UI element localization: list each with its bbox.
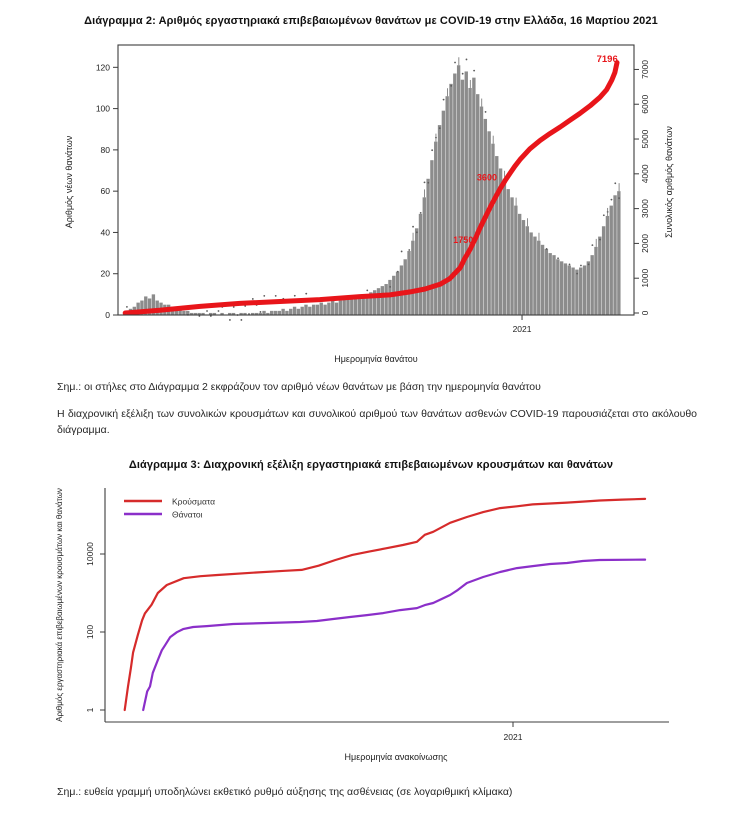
y-right-tick-label: 5000	[640, 129, 650, 149]
body-paragraph-line2: διάγραμμα.	[57, 424, 110, 437]
bar	[476, 94, 479, 315]
value-speck	[420, 212, 422, 214]
value-speck	[557, 257, 559, 259]
y-left-tick-label: 20	[100, 268, 110, 279]
bar	[598, 237, 601, 315]
bar	[362, 296, 365, 315]
x-tick-label: 2021	[512, 324, 532, 334]
value-speck	[580, 265, 582, 267]
diagram2-chart	[50, 36, 702, 374]
bar	[419, 214, 422, 315]
bar	[426, 179, 429, 315]
bar	[381, 286, 384, 315]
y-right-tick-label: 6000	[640, 94, 650, 114]
value-speck	[588, 263, 590, 265]
value-speck	[614, 182, 616, 184]
value-speck	[389, 286, 391, 288]
value-speck	[546, 248, 548, 250]
bars-group	[125, 57, 621, 321]
bar	[549, 253, 552, 315]
y-tick-label: 10000	[85, 542, 95, 566]
bar	[579, 268, 582, 315]
value-speck	[294, 295, 296, 297]
bar	[507, 189, 510, 315]
bar	[182, 311, 185, 315]
value-speck	[240, 319, 242, 321]
bar	[262, 311, 265, 315]
bar	[533, 237, 536, 315]
y-left-axis-title: Αριθμός νέων θανάτων	[64, 135, 74, 229]
value-speck	[416, 231, 418, 233]
body-paragraph-line1: Η διαχρονική εξέλιξη των συνολικών κρουσμάτων και συνολικού αριθμού των θανάτων ασθενών COVID-19 παρουσιάζεται στο ακόλουθο	[57, 408, 697, 420]
cumulative-annotation: 1750	[453, 235, 474, 246]
y-left-tick-label: 40	[100, 227, 110, 238]
bar	[465, 71, 468, 315]
value-speck	[427, 182, 429, 184]
value-speck	[462, 73, 464, 75]
bar	[297, 309, 300, 315]
bar	[289, 309, 292, 315]
bar	[285, 311, 288, 315]
value-speck	[439, 127, 441, 129]
bar	[293, 307, 296, 315]
bar	[560, 261, 563, 315]
y-right-tick-label: 3000	[640, 199, 650, 219]
bar	[407, 251, 410, 315]
x-axis-title: Ημερομηνία ανακοίνωσης	[344, 752, 448, 762]
bar	[384, 284, 387, 315]
diagram2-note: Σημ.: οι στήλες στο Διάγραμμα 2 εκφράζουν τον αριθμό νέων θανάτων με βάση την ημερομηνία θανάτου	[57, 381, 541, 393]
value-speck	[260, 311, 262, 313]
value-speck	[252, 298, 254, 300]
y-right-tick-label: 7000	[640, 59, 650, 79]
bar	[323, 305, 326, 315]
bar	[423, 197, 426, 315]
x-tick-label: 2021	[503, 732, 523, 742]
value-speck	[450, 85, 452, 87]
bar	[400, 265, 403, 315]
value-speck	[305, 293, 307, 295]
series-line-Θάνατοι	[143, 560, 645, 710]
value-speck	[473, 70, 475, 72]
bar	[522, 220, 525, 315]
value-speck	[466, 59, 468, 61]
bar	[339, 301, 342, 315]
bar	[274, 311, 277, 315]
bar	[617, 191, 620, 315]
value-speck	[206, 310, 208, 312]
y-left-tick-label: 60	[100, 186, 110, 197]
bar	[514, 206, 517, 315]
value-speck	[611, 199, 613, 201]
value-speck	[618, 197, 620, 199]
y-left-tick-label: 0	[105, 310, 110, 320]
bar	[610, 206, 613, 315]
value-speck	[263, 295, 265, 297]
cumulative-annotation: 3600	[476, 172, 497, 183]
bar	[312, 305, 315, 315]
bar	[510, 197, 513, 315]
legend-label-Θάνατοι: Θάνατοι	[172, 509, 203, 520]
value-speck	[443, 99, 445, 101]
bar	[354, 298, 357, 315]
bar	[327, 303, 330, 315]
value-speck	[126, 306, 128, 308]
bar	[472, 78, 475, 315]
bar	[377, 288, 380, 315]
bar	[346, 298, 349, 315]
bar	[457, 65, 460, 315]
bar	[564, 263, 567, 315]
value-speck	[408, 249, 410, 251]
bar	[304, 305, 307, 315]
bar	[487, 131, 490, 315]
value-speck	[591, 244, 593, 246]
total-deaths-label: 7196	[596, 54, 618, 65]
diagram2-title: Διάγραμμα 2: Αριθμός εργαστηριακά επιβεβαιωμένων θανάτων με COVID-19 στην Ελλάδα, 16 Μαρτίου 2021	[84, 15, 658, 27]
bar	[308, 307, 311, 315]
diagram3-note: Σημ.: ευθεία γραμμή υποδηλώνει εκθετικό ρυθμό αύξησης της ασθένειας (σε λογαριθμική κλίμακα)	[57, 786, 513, 798]
bar	[301, 307, 304, 315]
bar	[480, 107, 483, 315]
diagram3-chart	[40, 475, 708, 775]
bar	[571, 268, 574, 315]
bar	[568, 265, 571, 315]
y-right-tick-label: 1000	[640, 268, 650, 288]
diagram3-title: Διάγραμμα 3: Διαχρονική εξέλιξη εργαστηριακά επιβεβαιωμένων κρουσμάτων και θανάτων	[128, 459, 614, 471]
bar	[529, 232, 532, 315]
bar	[556, 259, 559, 315]
value-speck	[218, 310, 220, 312]
bar	[613, 195, 616, 315]
value-speck	[275, 295, 277, 297]
bar	[594, 247, 597, 315]
bar	[583, 265, 586, 315]
bar	[491, 144, 494, 315]
y-tick-label: 1	[85, 707, 95, 713]
value-speck	[454, 62, 456, 64]
bar	[552, 255, 555, 315]
legend	[124, 497, 215, 520]
value-speck	[397, 271, 399, 273]
value-speck	[431, 149, 433, 151]
y-axis-title: Αριθμός εργαστηριακά επιβεβαιωμένων κρουσμάτων και θανάτων	[55, 488, 64, 722]
series-line-Κρούσματα	[125, 496, 645, 710]
value-speck	[401, 251, 403, 253]
bar	[430, 160, 433, 315]
bar	[434, 142, 437, 315]
bar	[453, 74, 456, 315]
bar	[518, 214, 521, 315]
bar	[415, 228, 418, 315]
y-right-tick-label: 4000	[640, 164, 650, 184]
bar	[587, 261, 590, 315]
bar	[468, 88, 471, 315]
bar	[590, 255, 593, 315]
bar	[331, 301, 334, 315]
bar	[461, 80, 464, 315]
bar	[545, 249, 548, 315]
y-right-tick-label: 2000	[640, 233, 650, 253]
value-speck	[412, 226, 414, 228]
y-left-tick-label: 80	[100, 144, 110, 155]
y-right-tick-label: 0	[640, 310, 650, 316]
bar	[537, 241, 540, 315]
bar	[278, 311, 281, 315]
value-speck	[424, 181, 426, 183]
legend-label-Κρούσματα: Κρούσματα	[172, 496, 216, 507]
value-speck	[576, 273, 578, 275]
value-speck	[603, 214, 605, 216]
bar	[606, 216, 609, 315]
bar	[316, 305, 319, 315]
bar	[404, 259, 407, 315]
bar	[526, 226, 529, 315]
y-tick-label: 100	[85, 624, 95, 640]
value-speck	[569, 264, 571, 266]
value-speck	[485, 111, 487, 113]
bar	[411, 241, 414, 315]
bar	[602, 226, 605, 315]
value-speck	[366, 289, 368, 291]
y-right-axis-title: Συνολικός αριθμός θανάτων	[664, 126, 674, 238]
x-axis-title: Ημερομηνία θανάτου	[334, 354, 418, 364]
bar	[541, 245, 544, 315]
y-left-tick-label: 100	[95, 103, 110, 114]
bar	[503, 179, 506, 315]
bar	[575, 270, 578, 315]
body-paragraph	[57, 406, 697, 439]
bar	[342, 298, 345, 315]
bar	[270, 311, 273, 315]
bar	[335, 303, 338, 315]
value-speck	[599, 239, 601, 241]
y-left-tick-label: 120	[95, 62, 110, 73]
value-speck	[229, 319, 231, 321]
bar	[320, 303, 323, 315]
bar	[281, 309, 284, 315]
